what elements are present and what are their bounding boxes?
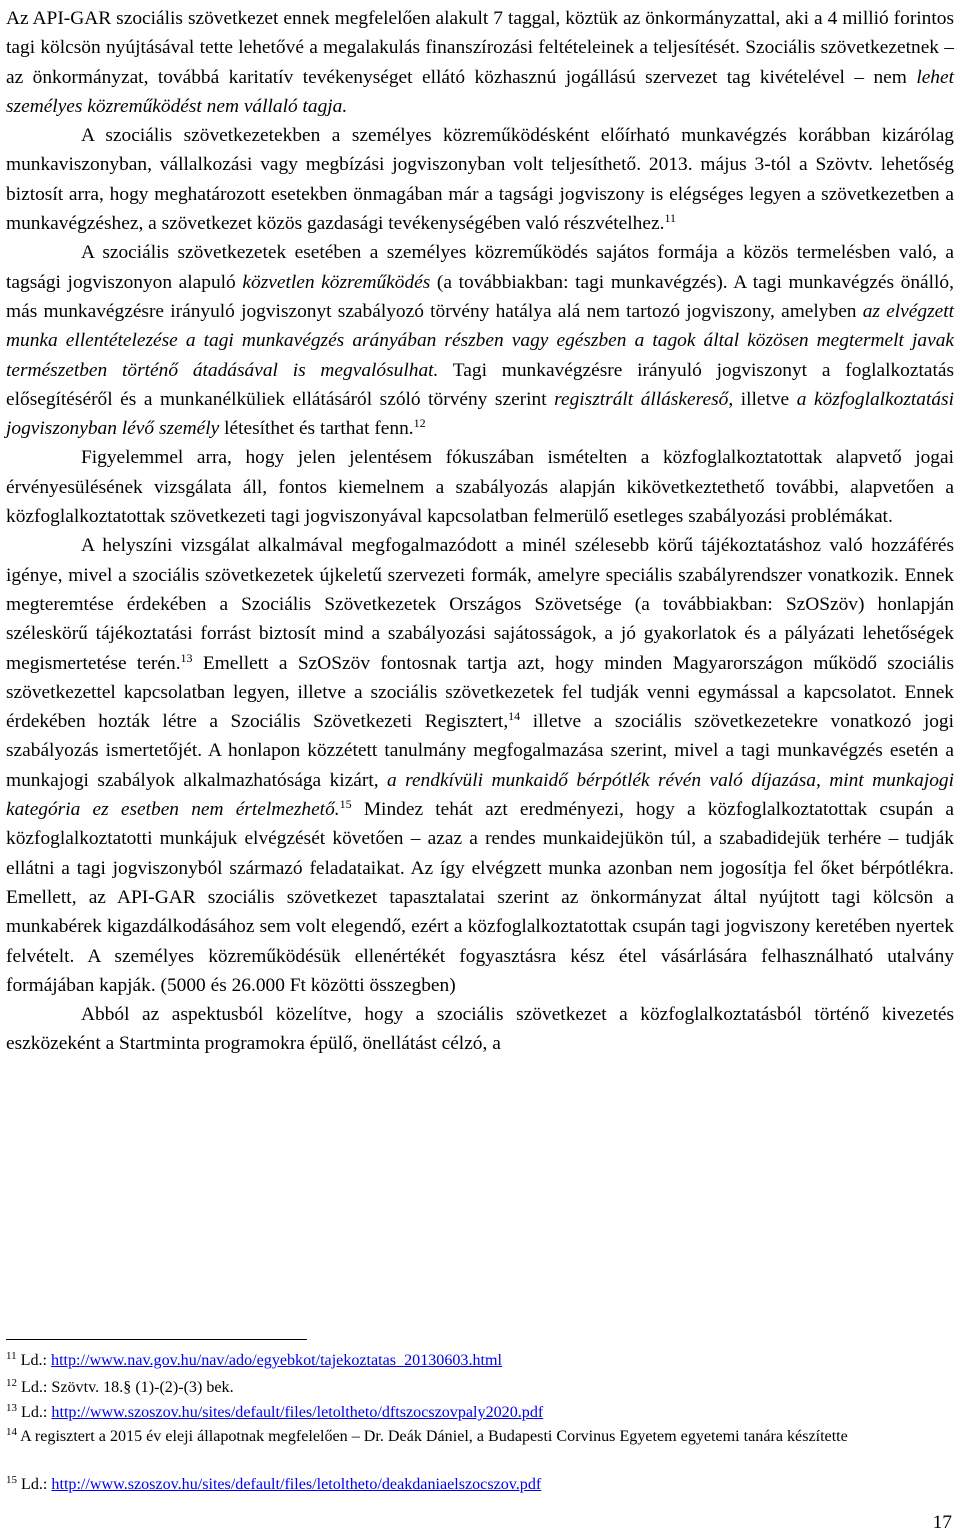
- italic-text: az elvégzett munka ellentételezése a tagi munkavégzés arányában részben vagy egészben a tagok által közösen megtermelt javak természetben történő átadásával is megvalósulhat.: [6, 300, 955, 381]
- footnote-ref: 11: [664, 211, 676, 226]
- text-run: illetve a szociális szövetkezetekre vonatkozó jogi szabályozás ismertetőjét. A honlapon közzétett tanulmány megfogalmazása szerint, mivel a tagi munkavégzés esetén a munkajogi szabályok alkalmazhatósága kizárt,: [6, 711, 954, 791]
- footnote-link[interactable]: http://www.nav.gov.hu/nav/ado/egyebkot/tajekoztatas_20130603.html: [51, 1352, 503, 1369]
- footnote-text: A regisztert a 2015 év eleji állapotnak megfelelően – Dr. Deák Dániel, a Budapesti Corvinus Egyetem egyetemi tanára készítette: [17, 1428, 848, 1445]
- footnote-11: [6, 1351, 954, 1371]
- italic-text: a rendkívüli munkaidő bérpótlék révén való díjazása, mint munkajogi kategória ez esetben nem értelmezhető.: [6, 769, 954, 821]
- italic-text: lehet személyes közreműködést nem vállaló tagja.: [6, 66, 954, 117]
- text-run: A helyszíni vizsgálat alkalmával megfogalmazódott a minél szélesebb körű tájékoztatáshoz való hozzáférés igénye, mivel a szociális szövetkezetek újkeletű szervezeti formák, amelyre speciális szabályrendszer vonatkozik. Ennek megteremtése érdekében a Szociális Szövetkezetek Országos Szövetsége (a továbbiakban: SzOSzöv) honlapján széleskörű tájékoztatási forrást biztosít mind a szabályozási sajátosságok, a jó gyakorlatok és a pályázati lehetőségek megismertetése terén.: [6, 535, 954, 674]
- footnote-ref: 13: [180, 650, 193, 665]
- footnote-ref: 14: [508, 709, 521, 724]
- italic-text: közvetlen közreműködés: [242, 271, 431, 293]
- document-body: [6, 4, 954, 1059]
- text-run: , illetve: [728, 388, 797, 410]
- text-run: létesíthet és tarthat fenn.: [219, 418, 414, 440]
- page-number: 17: [932, 1512, 952, 1533]
- footnote-ref: 12: [413, 416, 426, 431]
- footnote-number: 15: [6, 1474, 17, 1486]
- footnote-number: 11: [6, 1350, 17, 1362]
- footnote-13: [6, 1403, 954, 1423]
- text-run: Emellett a SzOSzöv fontosnak tartja azt, hogy minden Magyarországon működő szociális szövetkezettel kapcsolatban legyen, illetve a szociális szövetkezetek fel tudják venni egymással a kapcsolatot. Ennek érdekében hozták létre a Szociális Szövetkezeti Regisztert,: [6, 652, 954, 733]
- italic-text: regisztrált álláskereső: [554, 388, 729, 410]
- footnote-prefix: Ld.:: [16, 1352, 52, 1369]
- footnote-text: Ld.: Szövtv. 18.§ (1)-(2)-(3) bek.: [17, 1379, 234, 1396]
- footnote-ref: 15: [339, 797, 352, 812]
- footnote-prefix: Ld.:: [17, 1404, 52, 1421]
- text-run: A szociális szövetkezetek esetében a személyes közreműködés sajátos formája a közös termelésben való, a tagsági jogviszonyon alapuló: [6, 242, 954, 293]
- text-run: A szociális szövetkezetekben a személyes közreműködésként előírható munkavégzés korábban kizárólag munkaviszonyban, vállalkozási vagy megbízási jogviszonyban volt teljesíthető. 2013. május 3-tól a Szövtv. lehetőség biztosít arra, hogy meghatározott esetekben önmagában már a tagsági jogviszony is elégséges legyen a szövetkezetben a munkavégzéshez, a szövetkezet közös gazdasági tevékenységében való részvételhez.: [6, 125, 954, 235]
- footnote-number: 14: [6, 1426, 17, 1438]
- footnote-link[interactable]: http://www.szoszov.hu/sites/default/files/letoltheto/deakdaniaelszocszov.pdf: [51, 1476, 542, 1493]
- paragraph: [6, 238, 954, 443]
- footnote-separator: [6, 1339, 307, 1340]
- paragraph: [6, 4, 954, 121]
- footnote-14: [6, 1427, 954, 1447]
- text-run: Az API-GAR szociális szövetkezet ennek megfelelően alakult 7 taggal, köztük az önkormányzattal, aki a 4 millió forintos tagi kölcsön nyújtásával tette lehetővé a megalakulás finanszírozási feltételeinek a teljesítését. Szociális szövetkezetnek – az önkormányzat, továbbá karitatív tevékenységet ellátó közhasznú jogállású szervezet tag kivételével – nem: [6, 8, 954, 88]
- text-run: Tagi munkavégzésre irányuló jogviszonyt a foglalkoztatás elősegítéséről és a munkanélküliek ellátásáról szóló törvény szerint: [6, 359, 954, 410]
- paragraph: [6, 531, 954, 1000]
- footnote-15: [6, 1475, 954, 1495]
- text-run: Figyelemmel arra, hogy jelen jelentésem fókuszában ismételten a közfoglalkoztatottak alapvető jogai érvényesülésének vizsgálata áll, fontos kiemelnem a szabályozás alapján kikövetkeztethető további, alapvetően a közfoglalkoztatottak szövetkezeti tagi jogviszonyával kapcsolatban felmerülő esetleges szabályozási problémákat.: [6, 447, 954, 528]
- paragraph: [6, 121, 954, 238]
- footnote-number: 12: [6, 1377, 17, 1389]
- paragraph: [6, 1000, 954, 1059]
- paragraph: [6, 443, 954, 531]
- footnote-link[interactable]: http://www.szoszov.hu/sites/default/files/letoltheto/dftszocszovpaly2020.pdf: [51, 1404, 544, 1421]
- text-run: Mindez tehát azt eredményezi, hogy a közfoglalkoztatottak csupán a közfoglalkoztatotti munkájuk elvégzését követően – azaz a rendes munkaidejükön túl, a szabadidejük terhére – tudják ellátni a tagi jogviszonyból származó feladataikat. Az így elvégzett munka azonban nem jogosítja fel őket bérpótlékra. Emellett, az API-GAR szociális szövetkezet tapasztalatai szerint az önkormányzat által nyújtott tagi kölcsön a munkabérek kigazdálkodásához sem volt elegendő, ezért a közfoglalkoztatottak csupán tagi jogviszony keretében nyertek felvételt. A személyes közreműködésük ellenértékét fogyasztásra kész étel vásárlására felhasználható utalvány formájában kapják. (5000 és 26.000 Ft közötti összegben): [6, 799, 954, 996]
- text-run: Abból az aspektusból közelítve, hogy a szociális szövetkezet a közfoglalkoztatásból történő kivezetés eszközeként a Startminta programokra épülő, önellátást célzó, a: [6, 1004, 954, 1055]
- italic-text: a közfoglalkoztatási jogviszonyban lévő személy: [6, 388, 954, 440]
- footnote-prefix: Ld.:: [17, 1476, 52, 1493]
- footnote-12: [6, 1378, 954, 1398]
- footnote-number: 13: [6, 1402, 17, 1414]
- text-run: (a továbbiakban: tagi munkavégzés). A tagi munkavégzés önálló, más munkavégzésre irányuló jogviszonyt szabályozó törvény hatálya alá nem tartozó jogviszony, amelyben: [6, 271, 954, 322]
